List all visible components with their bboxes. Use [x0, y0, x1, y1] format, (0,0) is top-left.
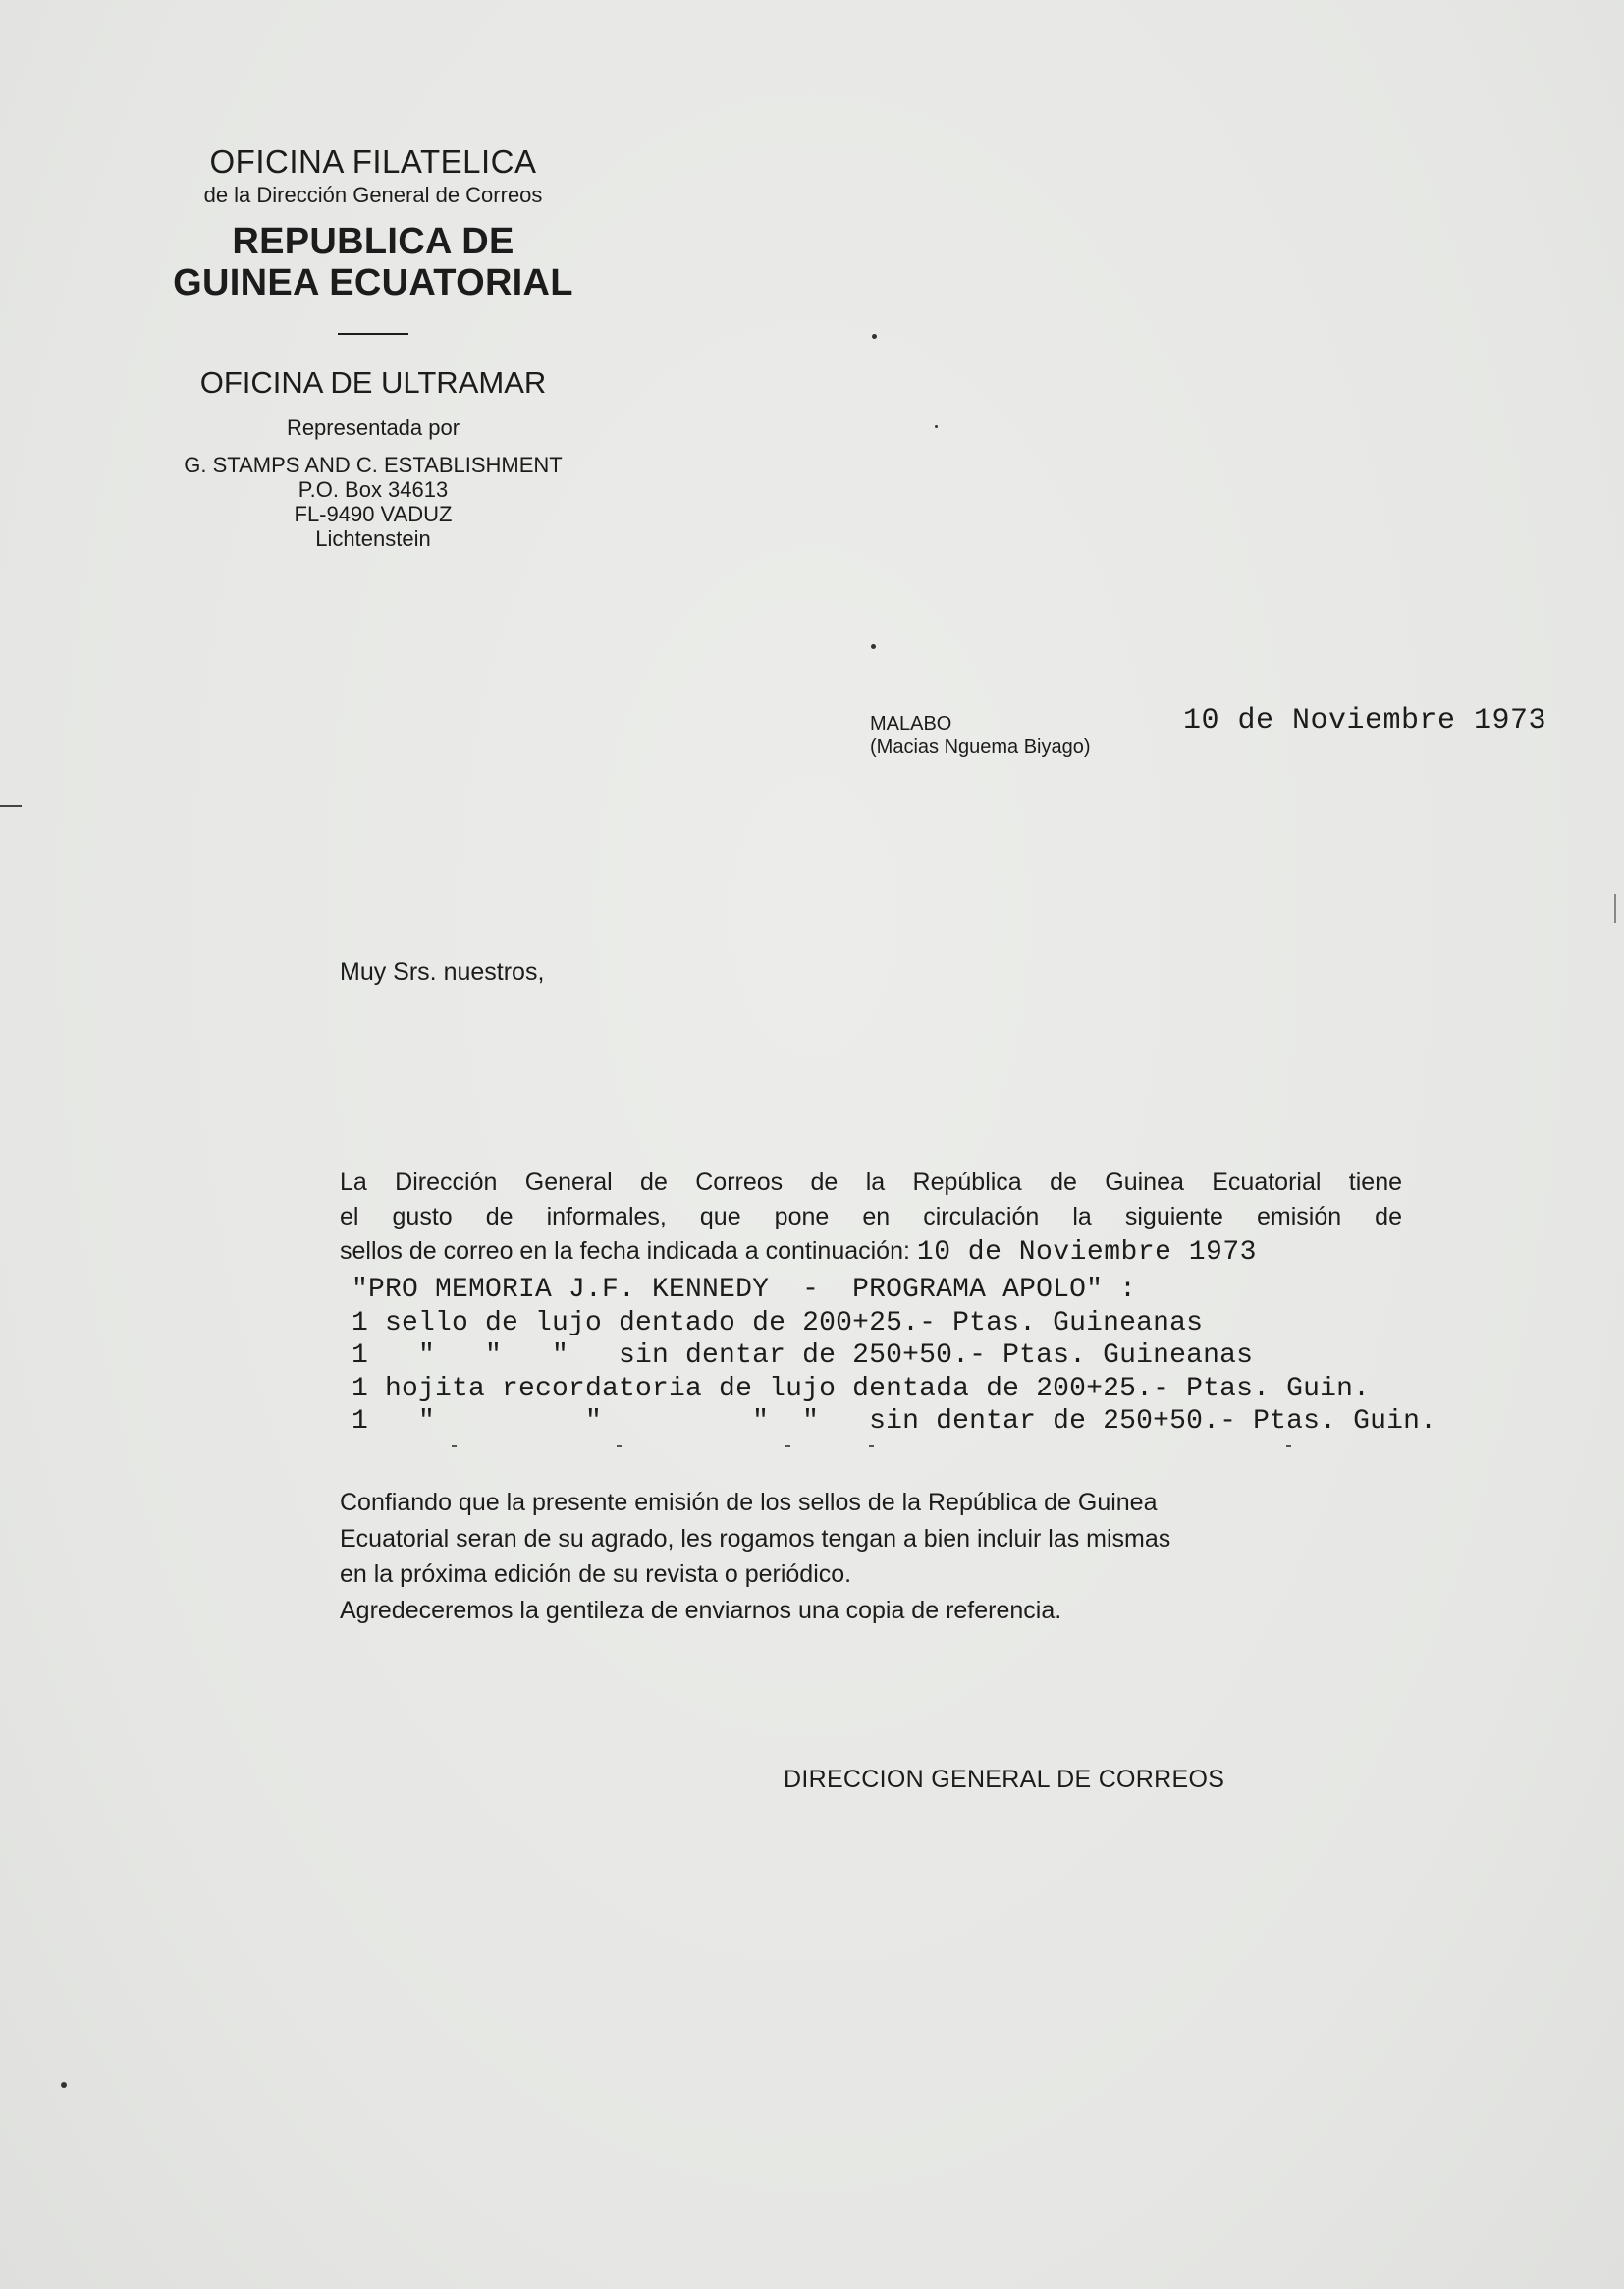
signature: DIRECCION GENERAL DE CORREOS [784, 1766, 1225, 1793]
dash-mark [869, 1445, 874, 1447]
letterhead [137, 142, 609, 551]
scan-edge-mark [0, 805, 22, 807]
body-line-1: La Dirección General de Correos de la República de Guinea Ecuatorial tiene [340, 1169, 1402, 1196]
letter-date: 10 de Noviembre 1973 [1183, 704, 1547, 737]
company-po-box: P.O. Box 34613 [298, 477, 449, 502]
letterhead-represented-by: Representada por [286, 415, 460, 440]
body-line-2: el gusto de informales, que pone en circulación la siguiente emisión de [340, 1203, 1402, 1230]
issue-title: "PRO MEMORIA J.F. KENNEDY - PROGRAMA APOLO" : [352, 1275, 1137, 1305]
closing-line-4: Agredeceremos la gentileza de enviarnos una copia de referencia. [340, 1596, 1062, 1624]
dash-mark [617, 1445, 622, 1447]
scan-edge-mark [1614, 894, 1616, 923]
body-line-3-text: sellos de correo en la fecha indicada a continuación: [340, 1237, 910, 1265]
scan-speck [871, 644, 876, 649]
company-name: G. STAMPS AND C. ESTABLISHMENT [184, 453, 563, 477]
body-paragraph [340, 1166, 1420, 1270]
closing-paragraph [340, 1485, 1170, 1628]
place-city: MALABO [870, 713, 952, 735]
letterhead-republic-line2: GUINEA ECUATORIAL [173, 262, 573, 303]
issue-item: 1 hojita recordatoria de lujo dentada de 200+25.- Ptas. Guin. [352, 1373, 1371, 1404]
letterhead-republic [137, 221, 609, 303]
issue-item: 1 " " " sin dentar de 250+50.- Ptas. Guineanas [352, 1340, 1254, 1371]
scan-speck [935, 425, 938, 428]
closing-line-3: en la próxima edición de su revista o periódico. [340, 1560, 852, 1588]
issue-item: 1 " " " " sin dentar de 250+50.- Ptas. Guin. [352, 1406, 1437, 1437]
company-country: Lichtenstein [315, 526, 431, 551]
letterhead-divider [338, 333, 408, 335]
letterhead-overseas-office: OFICINA DE ULTRAMAR [199, 365, 547, 400]
dash-mark [452, 1445, 457, 1447]
salutation: Muy Srs. nuestros, [340, 958, 545, 986]
issue-item: 1 sello de lujo dentado de 200+25.- Ptas. Guineanas [352, 1307, 1204, 1338]
letterhead-department: de la Dirección General de Correos [203, 183, 543, 207]
letterhead-republic-line1: REPUBLICA DE [232, 221, 514, 262]
place-alt-name: (Macias Nguema Biyago) [870, 736, 1091, 758]
letterhead-company [137, 453, 609, 551]
closing-line-2: Ecuatorial seran de su agrado, les rogamos tengan a bien incluir las mismas [340, 1524, 1171, 1553]
typed-dash-marks [452, 1445, 1296, 1451]
issue-date: 10 de Noviembre 1973 [916, 1237, 1257, 1268]
closing-line-1: Confiando que la presente emisión de los sellos de la República de Guinea [340, 1489, 1158, 1516]
scan-speck [872, 334, 877, 339]
company-postal-city: FL-9490 VADUZ [294, 502, 453, 526]
letterhead-office: OFICINA FILATELICA [209, 143, 537, 180]
dash-mark [785, 1445, 790, 1447]
scan-speck [61, 2082, 67, 2088]
place-block [870, 712, 1091, 759]
issue-details [352, 1274, 1436, 1439]
dash-mark [1286, 1445, 1291, 1447]
body-line-3 [340, 1234, 1420, 1270]
